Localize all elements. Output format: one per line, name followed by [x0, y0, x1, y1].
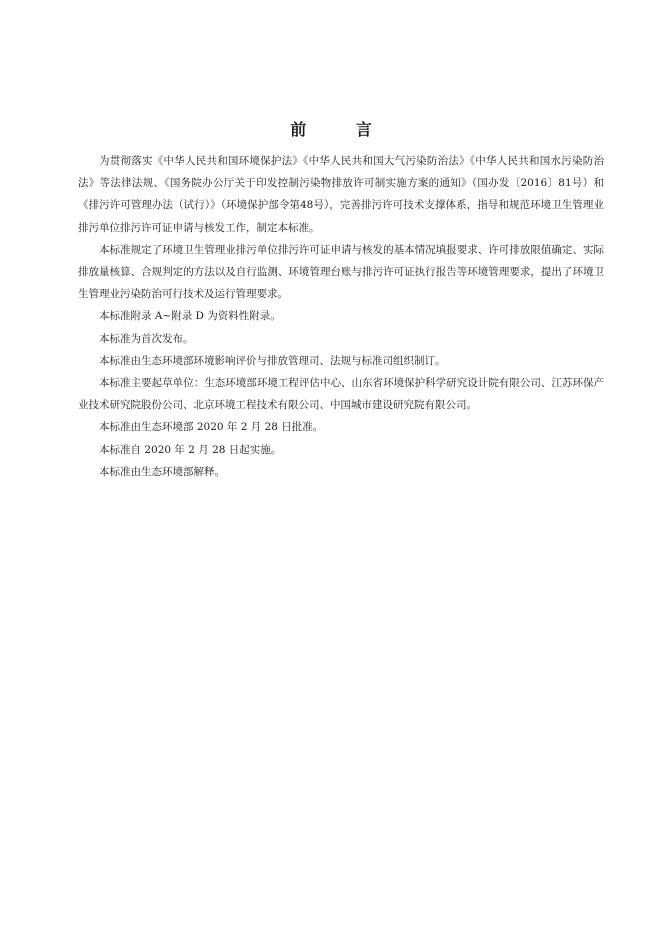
paragraph-organizer: 本标准由生态环境部环境影响评价与排放管理司、法规与标准司组织制订。: [99, 354, 446, 367]
paragraph-approval-date: 本标准由生态环境部 2020 年 2 月 28 日批准。: [99, 421, 324, 434]
paragraph-purpose: 为贯彻落实《中华人民共和国环境保护法》《中华人民共和国大气污染防治法》《中华人民共和国水污染防治法》等法律法规、《国务院办公厅关于印发控制污染物排放许可制实施方案的通知》（国办发〔2016〕81号）和《排污许可管理办法（试行）》（环境保护部令第48号），完善排污许可技术支撑体系，指导和规范环境卫生管理业排污单位排污许可证申请与核发工作，制定本标准。: [78, 155, 604, 234]
paragraph-first-release: 本标准为首次发布。: [99, 332, 194, 345]
paragraph-appendix: 本标准附录 A~附录 D 为资料性附录。: [99, 310, 281, 323]
page-title: 前 言: [290, 120, 394, 139]
paragraph-interpretation: 本标准由生态环境部解释。: [99, 465, 225, 478]
foreword-body: [78, 150, 604, 483]
paragraph-drafting-units: 本标准主要起草单位：生态环境部环境工程评估中心、山东省环境保护科学研究设计院有限公司、江苏环保产业技术研究院股份公司、北京环境工程技术有限公司、中国城市建设研究院有限公司。: [78, 377, 604, 412]
paragraph-effective-date: 本标准自 2020 年 2 月 28 日起实施。: [99, 443, 282, 456]
paragraph-scope: 本标准规定了环境卫生管理业排污单位排污许可证申请与核发的基本情况填报要求、许可排放限值确定、实际排放量核算、合规判定的方法以及自行监测、环境管理台账与排污许可证执行报告等环境管理要求，提出了环境卫生管理业污染防治可行技术及运行管理要求。: [78, 243, 604, 301]
